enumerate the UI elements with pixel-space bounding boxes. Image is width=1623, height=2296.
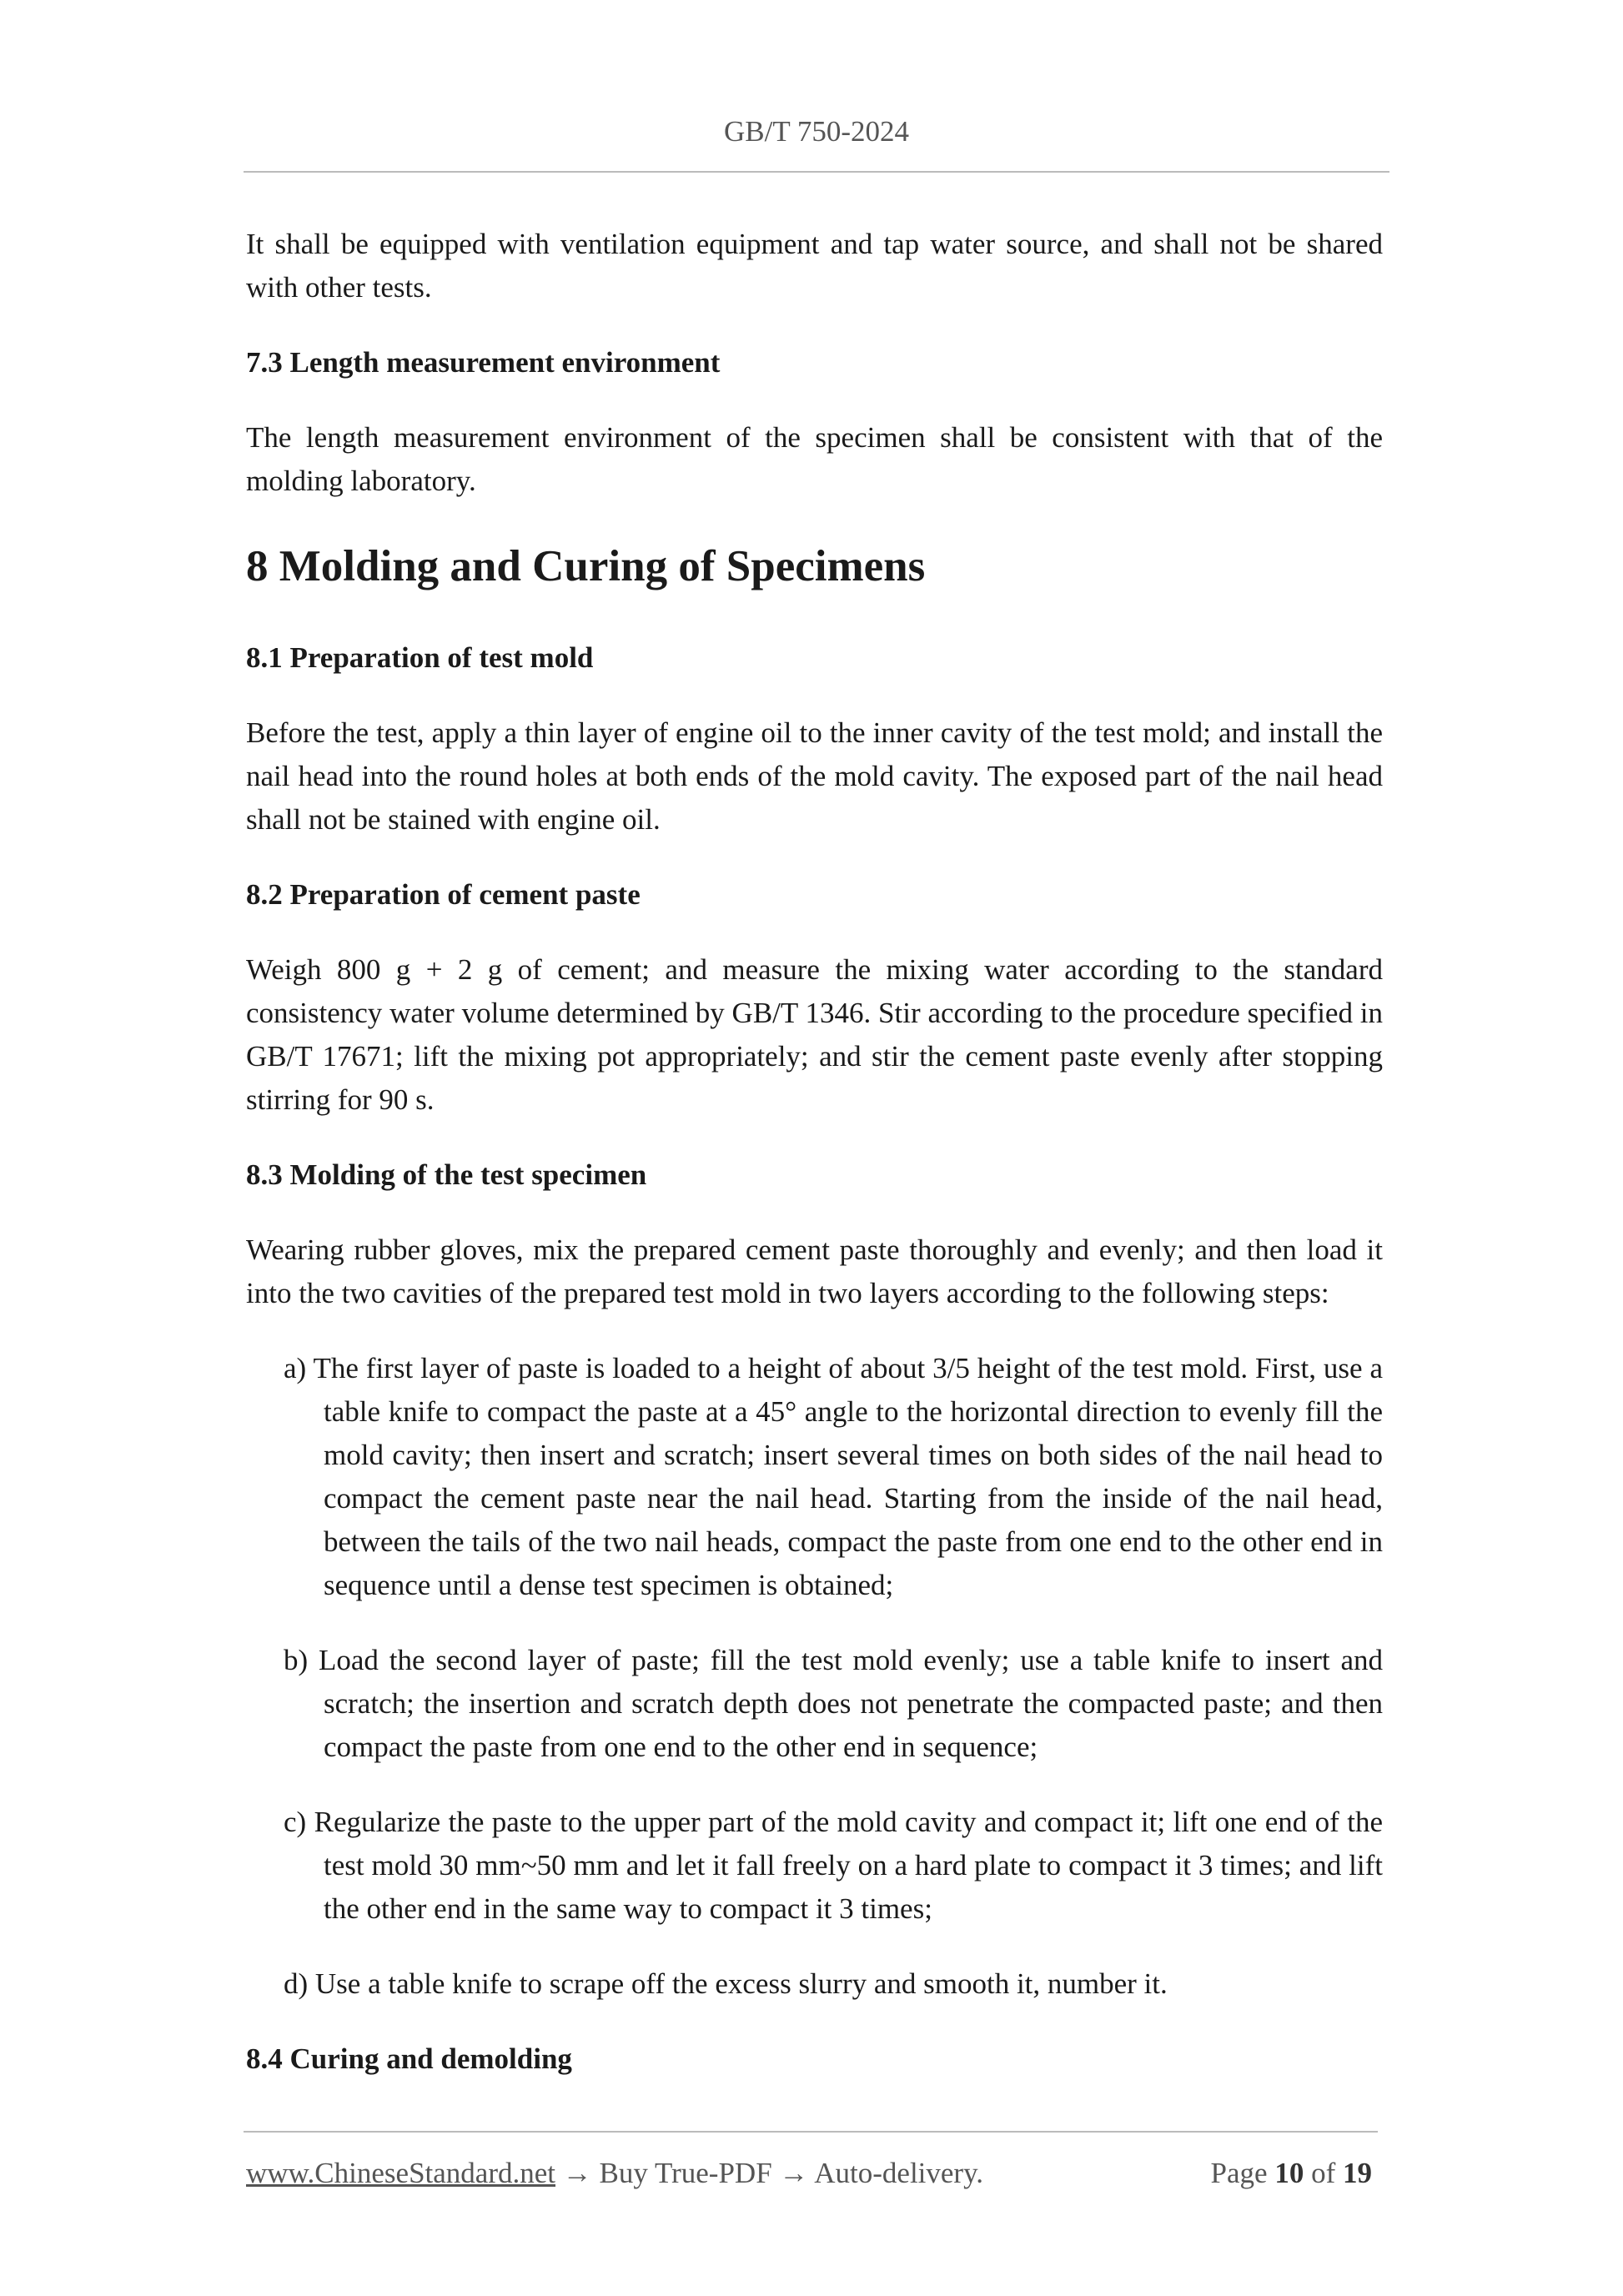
- paragraph-8-3: Wearing rubber gloves, mix the prepared cement paste thoroughly and evenly; and then load it into the two cavities of the prepared test mold in two layers according to the following steps:: [246, 1233, 1383, 1309]
- heading-8-3: 8.3 Molding of the test specimen: [246, 1158, 647, 1191]
- footer-divider: [244, 2131, 1378, 2133]
- list-item: c) Regularize the paste to the upper part of the mold cavity and compact it; lift one end of the test mold 30 mm~50 mm and let it fall freely on a hard plate to compact it 3 times; and lift the other end in the same way to compact it 3 times;: [284, 1806, 1383, 1925]
- page-label: Page: [1210, 2157, 1268, 2189]
- page-content: [246, 223, 1383, 2113]
- header-divider: [244, 171, 1389, 173]
- molding-steps-list: [246, 1347, 1383, 2006]
- arrow-icon: →: [562, 2157, 592, 2189]
- auto-delivery-text: Auto-delivery.: [814, 2157, 984, 2189]
- list-item: a) The first layer of paste is loaded to a height of about 3/5 height of the test mold. First, use a table knife to compact the paste at a 45° angle to the horizontal direction to evenly fill the mold cavity; then insert and scratch; insert several times on both sides of the nail head to compact the cement paste near the nail head. Starting from the inside of the nail head, between the tails of the two nail heads, compact the paste from one end to the other end in sequence until a dense test specimen is obtained;: [284, 1352, 1383, 1601]
- page-of-label: of: [1311, 2157, 1336, 2189]
- heading-8-2: 8.2 Preparation of cement paste: [246, 878, 641, 911]
- list-item: b) Load the second layer of paste; fill the test mold evenly; use a table knife to insert and scratch; the insertion and scratch depth does not penetrate the compacted paste; and then compact the paste from one end to the other end in sequence;: [284, 1644, 1383, 1763]
- heading-8-1: 8.1 Preparation of test mold: [246, 641, 594, 674]
- paragraph-8-1: Before the test, apply a thin layer of engine oil to the inner cavity of the test mold; and install the nail head into the round holes at both ends of the mold cavity. The exposed part of the nail head shall not be stained with engine oil.: [246, 716, 1383, 836]
- buy-pdf-text: Buy True-PDF: [599, 2157, 772, 2189]
- heading-7-3: 7.3 Length measurement environment: [246, 346, 721, 379]
- paragraph-7-3: The length measurement environment of the specimen shall be consistent with that of the molding laboratory.: [246, 421, 1383, 497]
- intro-paragraph: It shall be equipped with ventilation equipment and tap water source, and shall not be shared with other tests.: [246, 228, 1383, 304]
- arrow-icon: →: [779, 2157, 809, 2189]
- page-header: [244, 115, 1389, 148]
- page-total: 19: [1343, 2157, 1372, 2189]
- page-number: [1211, 2152, 1372, 2195]
- site-link[interactable]: www.ChineseStandard.net: [246, 2157, 555, 2189]
- list-item: d) Use a table knife to scrape off the excess slurry and smooth it, number it.: [284, 1967, 1168, 2000]
- heading-8-4: 8.4 Curing and demolding: [246, 2042, 572, 2075]
- paragraph-8-2: Weigh 800 g + 2 g of cement; and measure the mixing water according to the standard consistency water volume determined by GB/T 1346. Stir according to the procedure specified in GB/T 17671; lift the mixing pot appropriately; and stir the cement paste evenly after stopping stirring for 90 s.: [246, 953, 1383, 1116]
- page-current: 10: [1274, 2157, 1304, 2189]
- page-footer: [246, 2152, 1380, 2195]
- heading-8: 8 Molding and Curing of Specimens: [246, 542, 926, 590]
- document-id: GB/T 750-2024: [724, 115, 909, 148]
